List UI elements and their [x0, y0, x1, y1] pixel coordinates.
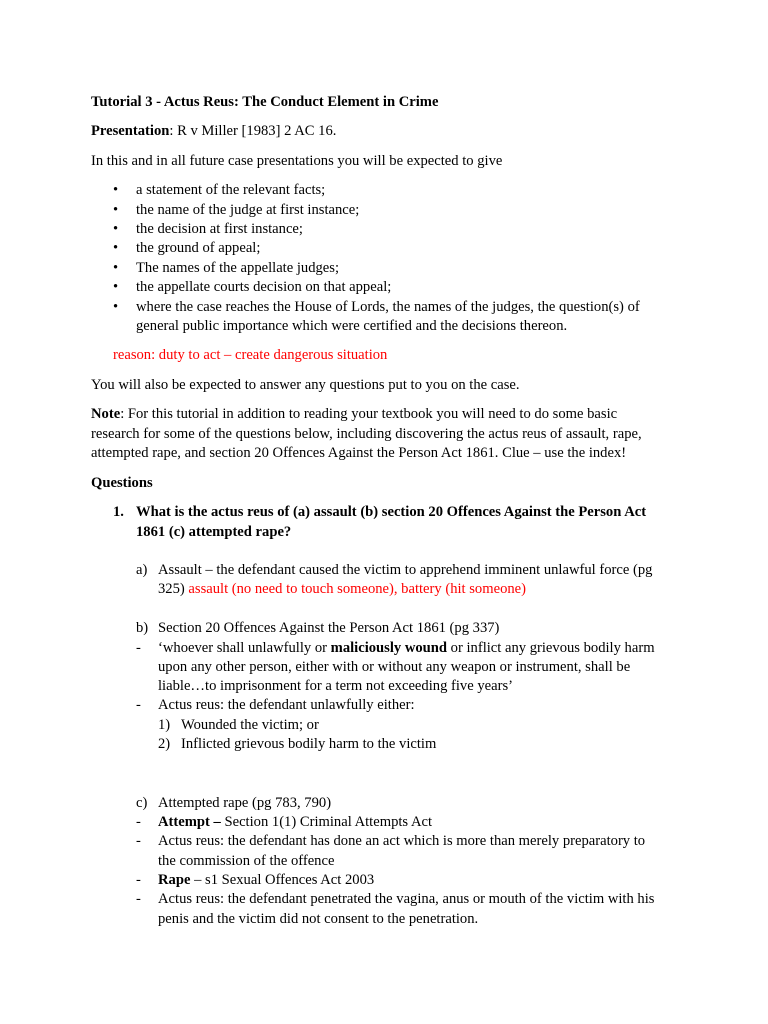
quote-emphasis: maliciously wound: [330, 640, 448, 656]
rape-actus-reus: Actus reus: the defendant penetrated the vagina, anus or mouth of the victim with his: [158, 891, 655, 907]
note-text: research for some of the questions below, including discovering the actus reus of assault, rape,: [91, 426, 642, 442]
question-text: What is the actus reus of (a) assault (b) section 20 Offences Against the Person Act: [136, 504, 647, 520]
bullet-marker: •: [113, 299, 119, 315]
attempt-actus-reus: the commission of the offence: [158, 853, 335, 869]
quote-text: ‘whoever shall unlawfully or: [158, 640, 331, 656]
question-text: 1861 (c) attempted rape?: [136, 524, 292, 540]
presentation-label: Presentation: [91, 123, 170, 139]
answer-a-text: Assault – the defendant caused the victim to apprehend imminent unlawful force (pg: [158, 562, 653, 578]
bullet-marker: •: [113, 279, 119, 295]
sub-item-text: Wounded the victim; or: [181, 717, 319, 733]
bullet-item-continuation: general public importance which were certified and the decisions thereon.: [136, 318, 568, 334]
note-line: [91, 405, 617, 424]
answer-c-marker: c): [136, 795, 148, 811]
rape-label: Rape: [158, 872, 191, 888]
dash-marker: -: [136, 833, 141, 849]
questions-heading: Questions: [91, 475, 153, 491]
statute-quote: upon any other person, either with or without any weapon or instrument, shall be: [158, 659, 631, 675]
rape-line: [158, 871, 374, 890]
bullet-marker: •: [113, 240, 119, 256]
answer-b-marker: b): [136, 620, 149, 636]
note-text: attempted rape, and section 20 Offences Against the Person Act 1861. Clue – use the index!: [91, 445, 627, 461]
intro-text: In this and in all future case presentations you will be expected to give: [91, 153, 503, 169]
questions-expectation: You will also be expected to answer any questions put to you on the case.: [91, 377, 520, 393]
page-reference: 325): [158, 581, 189, 597]
sub-item-text: Inflicted grievous bodily harm to the victim: [181, 736, 437, 752]
sub-item-marker: 1): [158, 717, 171, 733]
presentation-line: [91, 122, 336, 141]
answer-a-marker: a): [136, 562, 148, 578]
tutorial-title: Tutorial 3 - Actus Reus: The Conduct Element in Crime: [91, 94, 439, 110]
bullet-marker: •: [113, 221, 119, 237]
statute-quote: [158, 639, 655, 658]
actus-reus-text: Actus reus: the defendant unlawfully either:: [158, 697, 415, 713]
presentation-case: : R v Miller [1983] 2 AC 16.: [169, 123, 337, 139]
assault-annotation: assault (no need to touch someone), battery (hit someone): [188, 581, 526, 597]
statute-quote: liable…to imprisonment for a term not exceeding five years’: [158, 678, 513, 694]
dash-marker: -: [136, 814, 141, 830]
bullet-item: The names of the appellate judges;: [136, 260, 340, 276]
dash-marker: -: [136, 640, 141, 656]
bullet-item: a statement of the relevant facts;: [136, 182, 326, 198]
bullet-item: the decision at first instance;: [136, 221, 303, 237]
dash-marker: -: [136, 872, 141, 888]
dash-marker: -: [136, 697, 141, 713]
dash-marker: -: [136, 891, 141, 907]
attempt-line: [158, 813, 432, 832]
bullet-marker: •: [113, 202, 119, 218]
bullet-marker: •: [113, 182, 119, 198]
bullet-item: the name of the judge at first instance;: [136, 202, 360, 218]
attempt-actus-reus: Actus reus: the defendant has done an act which is more than merely preparatory to: [158, 833, 646, 849]
question-number: 1.: [113, 504, 124, 520]
bullet-item: where the case reaches the House of Lords, the names of the judges, the question(s) of: [136, 299, 640, 315]
answer-a-line2: [158, 580, 526, 599]
answer-b-heading: Section 20 Offences Against the Person Act 1861 (pg 337): [158, 620, 500, 636]
bullet-marker: •: [113, 260, 119, 276]
sub-item-marker: 2): [158, 736, 171, 752]
quote-text: or inflict any grievous bodily harm: [447, 640, 655, 656]
attempt-statute: Section 1(1) Criminal Attempts Act: [220, 814, 433, 830]
answer-c-heading: Attempted rape (pg 783, 790): [158, 795, 332, 811]
attempt-label: Attempt –: [158, 814, 221, 830]
bullet-item: the appellate courts decision on that appeal;: [136, 279, 392, 295]
reason-annotation: reason: duty to act – create dangerous situation: [113, 347, 388, 363]
rape-actus-reus: penis and the victim did not consent to the penetration.: [158, 911, 479, 927]
bullet-item: the ground of appeal;: [136, 240, 261, 256]
note-label: Note: [91, 406, 121, 422]
note-text: : For this tutorial in addition to reading your textbook you will need to do some basic: [120, 406, 618, 422]
rape-statute: – s1 Sexual Offences Act 2003: [190, 872, 375, 888]
